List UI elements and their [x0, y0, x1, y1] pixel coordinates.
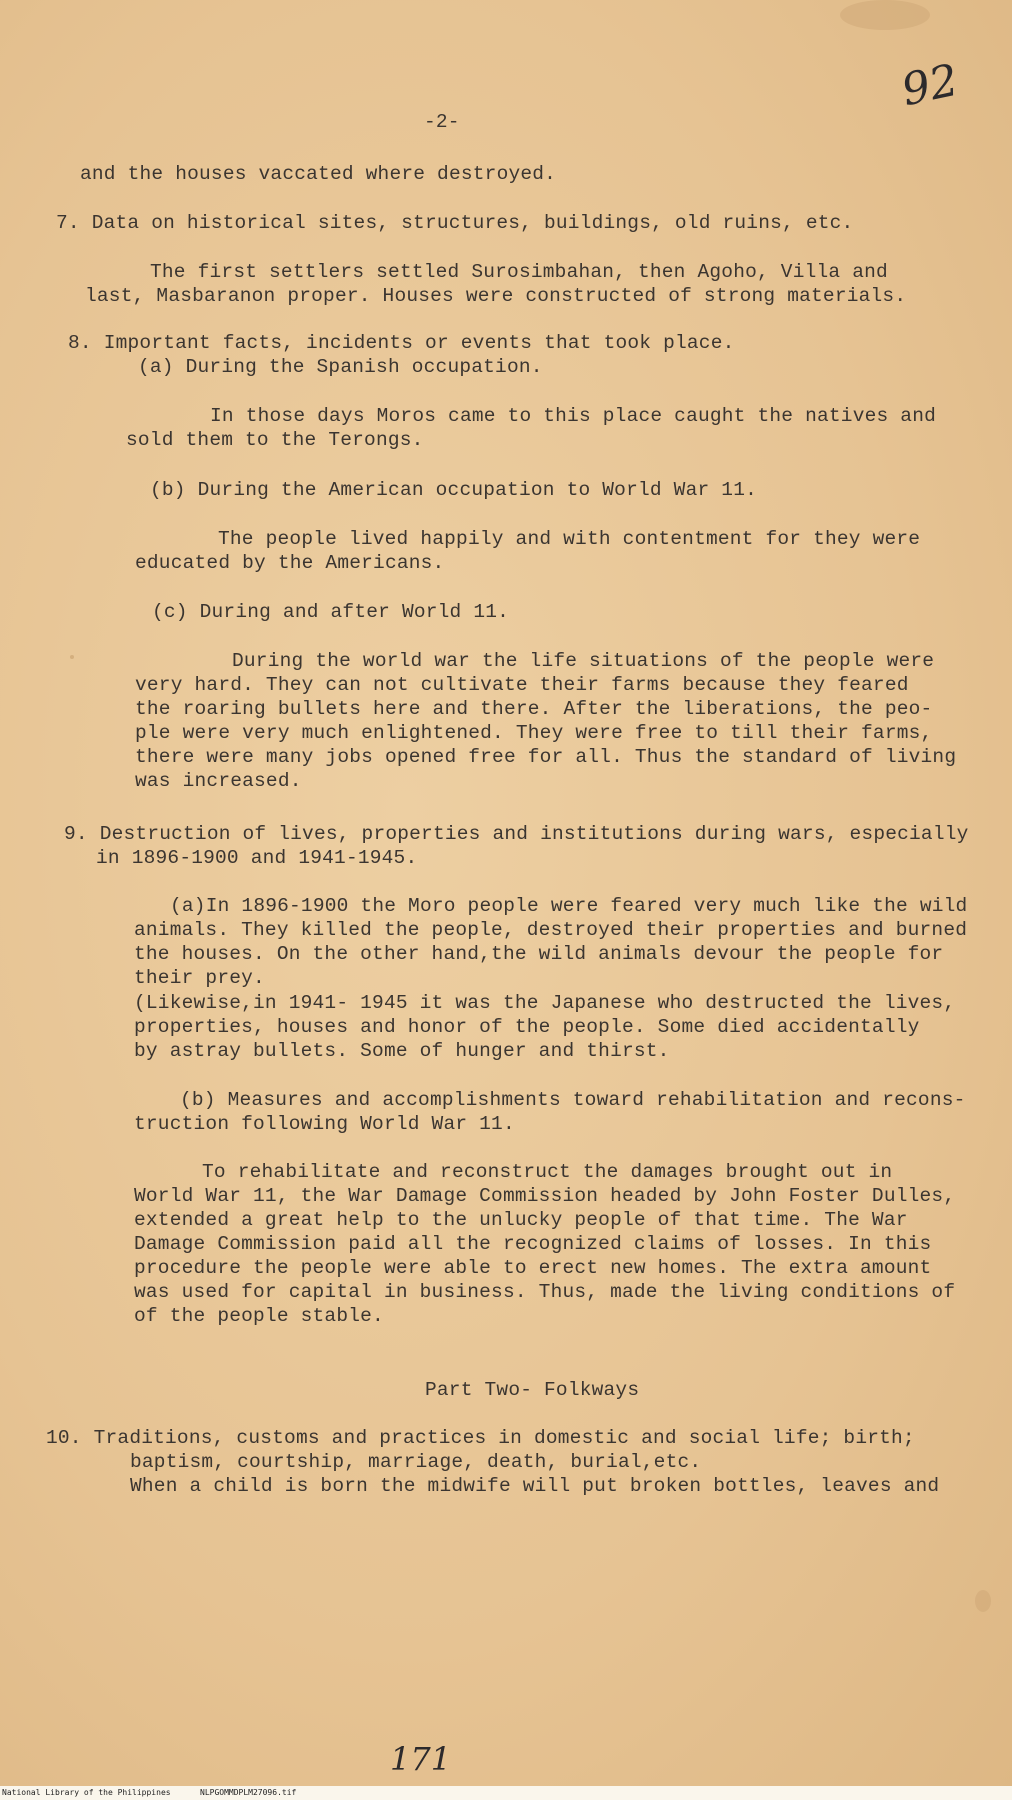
paragraph-line: procedure the people were able to erect new homes. The extra amount [134, 1257, 932, 1279]
paragraph-line: was increased. [135, 770, 302, 792]
paragraph-line: there were many jobs opened free for all. Thus the standard of living [135, 746, 957, 768]
paragraph-line: sold them to the Terongs. [126, 429, 424, 451]
item-8-heading: 8. Important facts, incidents or events that took place. [68, 332, 735, 354]
item-7-heading: 7. Data on historical sites, structures, buildings, old ruins, etc. [56, 212, 854, 234]
paragraph-line: last, Masbaranon proper. Houses were constructed of strong materials. [85, 285, 907, 307]
paragraph-line: The first settlers settled Surosimbahan, then Agoho, Villa and [150, 261, 888, 283]
page-number: -2- [424, 111, 460, 133]
paper-stain [70, 655, 74, 659]
folio-number: 92 [897, 54, 963, 117]
paragraph-line: (a)In 1896-1900 the Moro people were feared very much like the wild [170, 895, 968, 917]
paragraph-line: When a child is born the midwife will put broken bottles, leaves and [130, 1475, 940, 1497]
paragraph-line: very hard. They can not cultivate their farms because they feared [135, 674, 909, 696]
scan-footer [0, 1786, 1012, 1800]
paragraph-line: To rehabilitate and reconstruct the damages brought out in [202, 1161, 893, 1183]
paragraph-line: their prey. [134, 967, 265, 989]
paragraph-line: animals. They killed the people, destroyed their properties and burned [134, 919, 968, 941]
subheading: truction following World War 11. [134, 1113, 515, 1135]
paragraph-line: of the people stable. [134, 1305, 384, 1327]
subheading: (b) During the American occupation to World War 11. [150, 479, 757, 501]
subheading: (c) During and after World 11. [152, 601, 510, 623]
paragraph-line: properties, houses and honor of the people. Some died accidentally [134, 1016, 920, 1038]
bottom-handwritten-number: 171 [390, 1740, 452, 1778]
paper-stain [975, 1590, 991, 1612]
footer-file-id: NLPGOMMDPLM27096.tif [200, 1788, 297, 1797]
paragraph-line: (Likewise,in 1941- 1945 it was the Japanese who destructed the lives, [134, 992, 956, 1014]
paragraph-line: by astray bullets. Some of hunger and thirst. [134, 1040, 670, 1062]
paragraph-line: extended a great help to the unlucky people of that time. The War [134, 1209, 908, 1231]
item-9-heading: 9. Destruction of lives, properties and institutions during wars, especially [64, 823, 969, 845]
paragraph-line: the houses. On the other hand,the wild animals devour the people for [134, 943, 944, 965]
paragraph-line: was used for capital in business. Thus, made the living conditions of [134, 1281, 956, 1303]
paragraph-line: educated by the Americans. [135, 552, 445, 574]
item-9-heading: in 1896-1900 and 1941-1945. [96, 847, 418, 869]
footer-library: National Library of the Philippines [2, 1788, 171, 1797]
continuation-line: and the houses vaccated where destroyed. [80, 163, 557, 185]
paragraph-line: baptism, courtship, marriage, death, burial,etc. [130, 1451, 702, 1473]
part-two-title: Part Two- Folkways [425, 1379, 640, 1401]
paragraph-line: World War 11, the War Damage Commission headed by John Foster Dulles, [134, 1185, 956, 1207]
paragraph-line: ple were very much enlightened. They were free to till their farms, [135, 722, 933, 744]
paragraph-line: Damage Commission paid all the recognized claims of losses. In this [134, 1233, 932, 1255]
item-10-heading: 10. Traditions, customs and practices in domestic and social life; birth; [46, 1427, 915, 1449]
subheading: (b) Measures and accomplishments toward rehabilitation and recons- [180, 1089, 966, 1111]
paragraph-line: During the world war the life situations of the people were [232, 650, 935, 672]
paragraph-line: The people lived happily and with contentment for they were [218, 528, 921, 550]
paper-stain [840, 0, 930, 30]
paragraph-line: In those days Moros came to this place caught the natives and [210, 405, 937, 427]
paragraph-line: the roaring bullets here and there. After the liberations, the peo- [135, 698, 933, 720]
subheading: (a) During the Spanish occupation. [138, 356, 543, 378]
